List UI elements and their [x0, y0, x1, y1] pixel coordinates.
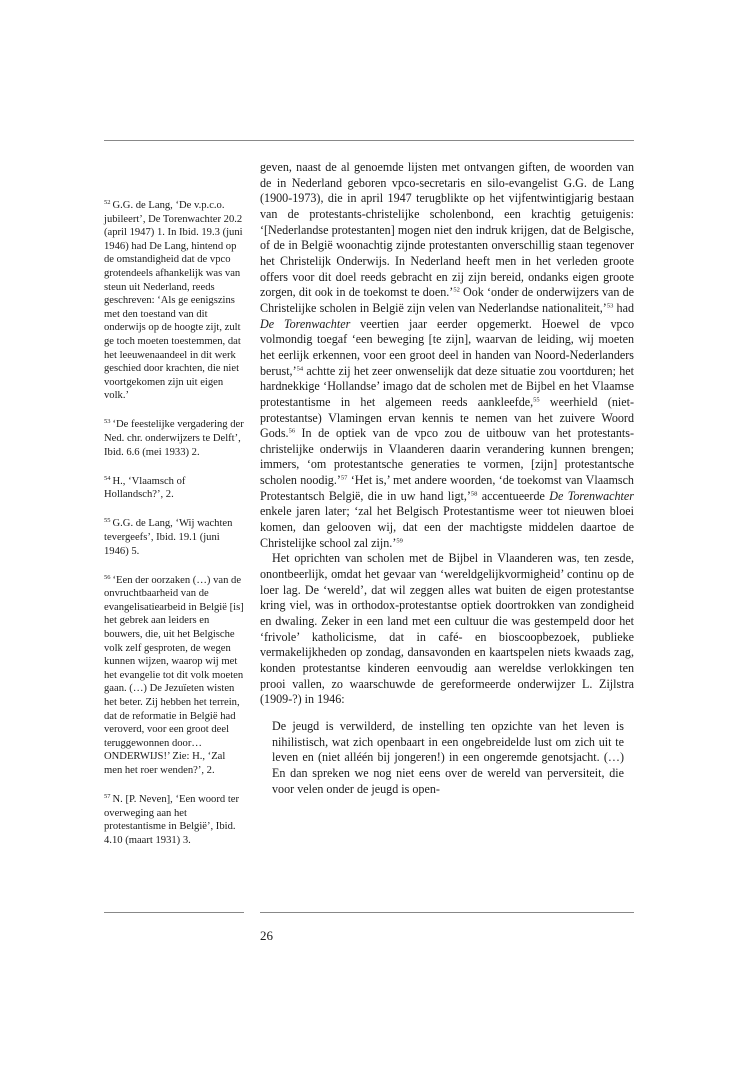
footnote-53: $^{53}$ ‘De feestelijke vergadering der Ned. chr. onderwijzers te Delft’, Ibid. 6.6 (mei 1933) 2. — [104, 418, 244, 458]
footnote-57: $^{57}$ N. [P. Neven], ‘Een woord ter overweging aan het protestantisme in België’, Ibid. 4.10 (maart 1931) 3. — [104, 793, 239, 846]
main-text-column — [260, 160, 634, 797]
page-number: 26 — [260, 928, 273, 943]
paragraph-1: geven, naast de al genoemde lijsten met ontvangen giften, de woorden van de in Nederland geboren vpco-secretaris en silo-evangelist G.G. de Lang (1900-1973), die in april 1947 terugblikte op het vijfentwintigjarig bestaan van de protestants-christelijke scholenbond, een krachtig getuigenis: ‘[Nederlandse protestanten] mogen niet den indruk krijgen, dat de Belgische, of de in België woonachtig zijnde protestanten onverschillig staan tegenover het Christelijk Onderwijs. In Nederland heeft men in het verleden groote offers voor dit doel reeds gebracht en zij zijn bereid, ondanks eigen groote zorgen, dit ook in de toekomst te doen.’$^{52}$ Ook ‘onder de onderwijzers van de Christelijke scholen in België zijn velen van Nederlandse nationaliteit,’$^{53}$ had De Torenwachter veertien jaar eerder opgemerkt. Hoewel de vpco volmondig toegaf ‘een beweging [te zijn], waarvan de leiding, wij moeten het eerlijk erkennen, voor een groot deel in handen van Noord-Nederlanders berust,’$^{54}$ achtte zij het zeer onwenselijk dat deze situatie zou voortduren; het hardnekkige ‘Hollandse’ imago dat de scholen met de Bijbel en het Vlaamse protestantisme in het algemeen reeds aankleefde,$^{55}$ weerhield (niet-protestantse) Vlamingen ervan kennis te nemen van het zuivere Woord Gods.$^{56}$ In de optiek van de vpco zou de uitbouw van het protestants-christelijke onderwijs in Vlaanderen daarin verandering kunnen brengen; immers, ‘om protestantsche generaties te vormen, [zijn] protestantsche scholen noodig.’$^{57}$ ‘Het is,’ met andere woorden, ‘de toekomst van Vlaamsch Protestantsch België, die in uw hand ligt,’$^{58}$ accentueerde De Torenwachter enkele jaren later; ‘zal het Belgisch Protestantisme weer tot nieuwen bloei komen, dan gelooven wij, dat een der machtigste middelen daartoe de Christelijke school zal zijn.’$^{59}$ — [260, 160, 635, 550]
journal-title: De Torenwachter — [549, 488, 634, 503]
footnote-56: $^{56}$ ‘Een der oorzaken (…) van de onvruchtbaarheid van de evangelisatiearbeid in België [is] het gebrek aan leiders en bouwers, die, uit het Belgische volk zelf gesproten, de wegen kunnen wijzen, waarop wij met het evangelie tot dit volk moeten gaan. (…) De Jezuïeten wisten het beter. Zij hebben het terrein, dat de reformatie in België had veroverd, voor een groot deel teruggewonnen door… ONDERWIJS!’ Zie: H., ‘Zal men het roer wenden?’, 2. — [104, 573, 244, 776]
footnote-ref-54: 54 — [296, 365, 304, 373]
footnote-55: $^{55}$ G.G. de Lang, ‘Wij wachten tevergeefs’, Ibid. 19.1 (juni 1946) 5. — [104, 517, 233, 557]
footnote-ref-57: 57 — [340, 474, 348, 482]
footnote-bottom-rule — [104, 912, 244, 913]
footnote-ref-53: 53 — [606, 302, 614, 310]
footnote-ref-55: 55 — [533, 396, 540, 404]
text-bottom-rule — [260, 912, 634, 913]
footnote-ref-52: 52 — [453, 286, 460, 294]
top-rule — [104, 140, 634, 141]
footnote-ref-56: 56 — [288, 427, 296, 435]
footnote-54: $^{54}$ H., ‘Vlaamsch of Hollandsch?’, 2. — [104, 474, 186, 501]
footnote-52: $^{52}$ G.G. de Lang, ‘De v.p.c.o. jubileert’, De Torenwachter 20.2 (april 1947) 1. In Ibid. 19.3 (juni 1946) had De Lang, hintend op de omstandigheid dat de vpco grotendeels afhankelijk was van steun uit Nederland, reeds geschreven: ‘Als ge eenigszins met den toestand van dit onderwijs op de hoogte zijt, zult ge toch moeten toestemmen, dat het leeuwenaandeel in dit werk geschied door krachten, die niet voortgekomen zijn uit eigen volk.’ — [104, 199, 243, 402]
journal-title: De Torenwachter — [260, 316, 351, 331]
footnotes-column — [104, 196, 246, 860]
footnote-ref-59: 59 — [396, 537, 403, 545]
footnote-ref-58: 58 — [470, 490, 478, 498]
paragraph-2: Het oprichten van scholen met de Bijbel in Vlaanderen was, ten zesde, onontbeerlijk, omdat het gevaar van ‘wereldgelijkvormigheid’ continu op de loer lag. De ‘wereld’, dat wil zeggen alles wat buiten de eigen protestantse kring viel, was in orthodox-protestantse optiek doortrokken van zondigheid en dwaling. Zeker in een land met een cultuur die was gestempeld door het ‘frivole’ katholicisme, dat in café- en bioscoopbezoek, publieke vermakelijkheden op zondag, dansavonden en kaartspelen niets kwaads zag, konden protestantse kinderen eenvoudig aan wereldse verlokkingen ten prooi vallen, zo waarschuwde de gereformeerde onderwijzer L. Zijlstra (1909-?) in 1946: — [260, 551, 634, 707]
block-quote: De jeugd is verwilderd, de instelling ten opzichte van het leven is nihilistisch, wat zich openbaart in een ongebreidelde lust om zich uit te leven en (niet alléén bij jongeren!) in een ongeremde genotsjacht. (…) En dan spreken we nog niet eens over de wereld van perversiteit, die voor velen onder de jeugd is open- — [272, 718, 624, 796]
